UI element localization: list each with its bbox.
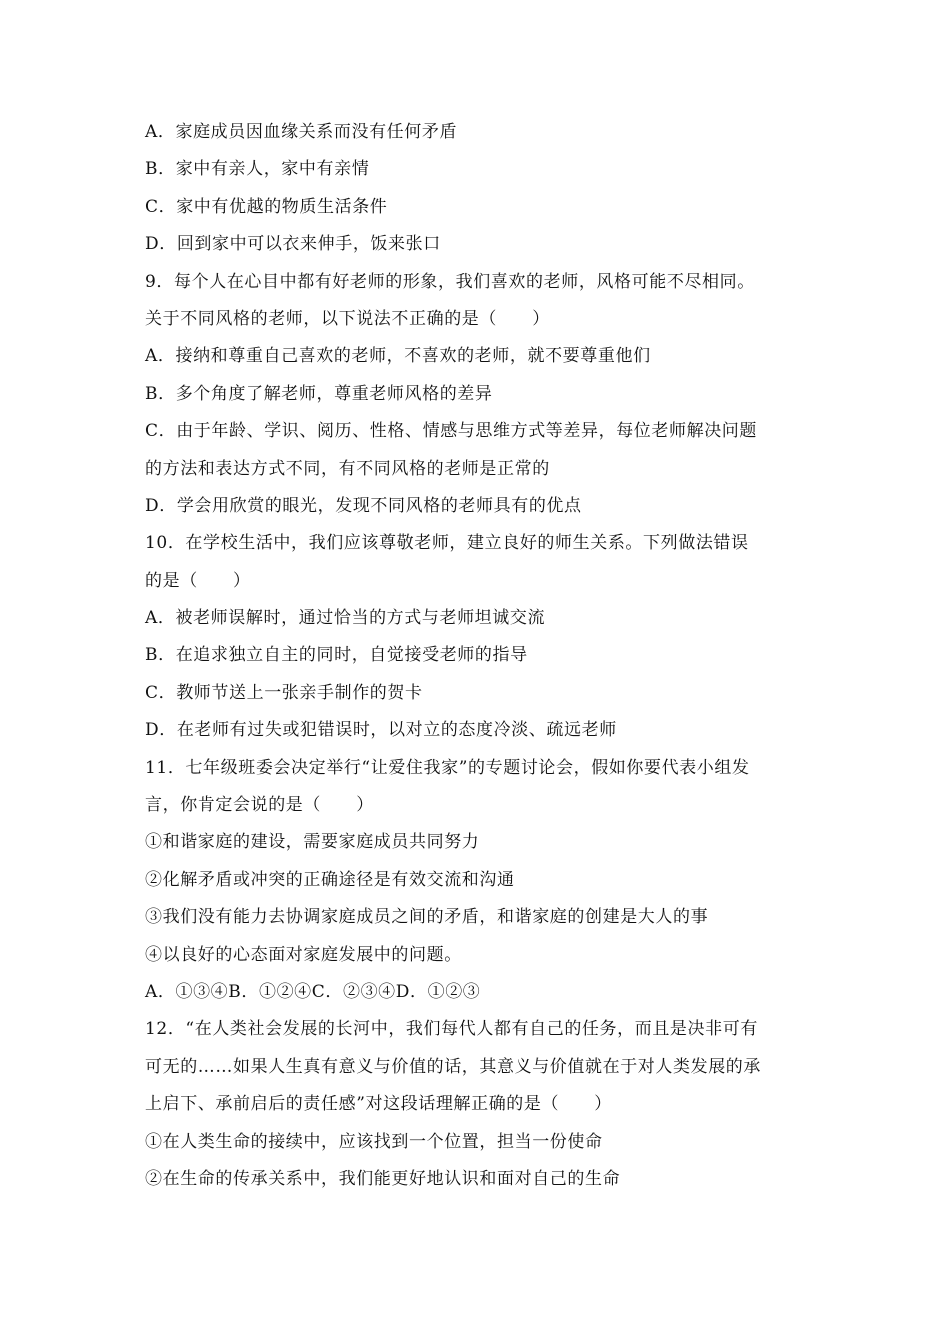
question-10-stem-line-2: 的是（ ） [145,570,251,591]
option-9d: D．学会用欣赏的眼光，发现不同风格的老师具有的优点 [145,495,582,516]
statement-11-1: ①和谐家庭的建设，需要家庭成员共同努力 [145,832,480,853]
options-11: A．①③④B．①②④C．②③④D．①②③ [145,981,481,1002]
statement-12-1: ①在人类生命的接续中，应该找到一个位置，担当一份使命 [145,1131,603,1152]
option-9c-line-2: 的方法和表达方式不同，有不同风格的老师是正常的 [145,458,550,479]
question-10-stem-line-1: 10．在学校生活中，我们应该尊敬老师，建立良好的师生关系。下列做法错误 [145,533,749,554]
statement-11-4: ④以良好的心态面对家庭发展中的问题。 [145,944,462,965]
question-12-stem-line-2: 可无的……如果人生真有意义与价值的话，其意义与价值就在于对人类发展的承 [145,1056,761,1077]
option-9a: A．接纳和尊重自己喜欢的老师，不喜欢的老师，就不要尊重他们 [145,346,651,367]
statement-11-3: ③我们没有能力去协调家庭成员之间的矛盾，和谐家庭的创建是大人的事 [145,907,709,928]
option-8c: C．家中有优越的物质生活条件 [145,196,388,217]
question-11-stem-line-1: 11．七年级班委会决定举行“让爱住我家”的专题讨论会，假如你要代表小组发 [145,757,750,778]
question-9-stem-line-1: 9．每个人在心目中都有好老师的形象，我们喜欢的老师，风格可能不尽相同。 [145,271,755,292]
statement-11-2: ②化解矛盾或冲突的正确途径是有效交流和沟通 [145,869,515,890]
option-10c: C．教师节送上一张亲手制作的贺卡 [145,682,423,703]
option-8b: B．家中有亲人，家中有亲情 [145,159,370,180]
question-9-stem-line-2: 关于不同风格的老师，以下说法不正确的是（ ） [145,308,550,329]
question-11-stem-line-2: 言，你肯定会说的是（ ） [145,795,374,816]
option-8d: D．回到家中可以衣来伸手，饭来张口 [145,234,441,255]
option-10b: B．在追求独立自主的同时，自觉接受老师的指导 [145,645,528,666]
statement-12-2: ②在生命的传承关系中，我们能更好地认识和面对自己的生命 [145,1168,621,1189]
option-9c-line-1: C．由于年龄、学识、阅历、性格、情感与思维方式等差异，每位老师解决问题 [145,421,758,442]
question-12-stem-line-1: 12．“在人类社会发展的长河中，我们每代人都有自己的任务，而且是决非可有 [145,1019,758,1040]
question-text-block [145,114,825,1198]
option-8a: A．家庭成员因血缘关系而没有任何矛盾 [145,122,458,142]
option-9b: B．多个角度了解老师，尊重老师风格的差异 [145,383,493,404]
option-10a: A．被老师误解时，通过恰当的方式与老师坦诚交流 [145,608,546,629]
question-12-stem-line-3: 上启下、承前启后的责任感”对这段话理解正确的是（ ） [145,1094,612,1115]
option-10d: D．在老师有过失或犯错误时，以对立的态度冷淡、疏远老师 [145,720,617,741]
